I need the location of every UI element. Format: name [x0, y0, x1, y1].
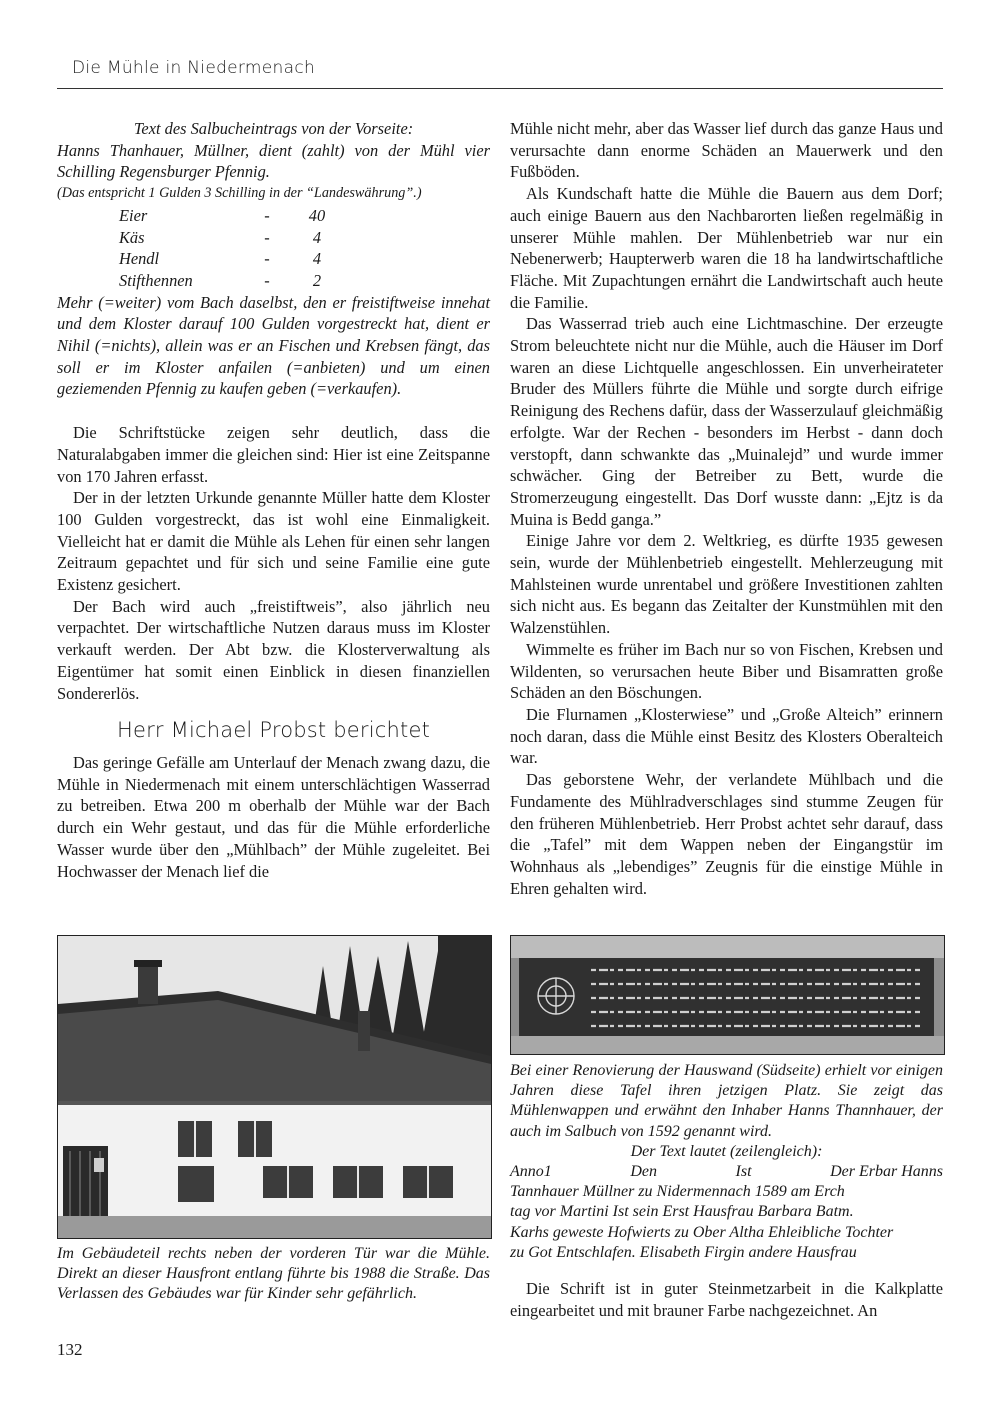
salbuch-line1: Hanns Thanhauer, Müllner, dient (zahlt) von der Mühl vier Schilling Regensburger Pfennig. — [57, 140, 490, 182]
running-header: Die Mühle in Niedermenach — [72, 58, 316, 78]
dues-dash: - — [264, 227, 270, 247]
plaque-photo — [510, 935, 945, 1055]
dues-item: Käs — [119, 227, 145, 247]
paragraph-gap — [57, 400, 490, 422]
right-paragraph-6: Die Flurnamen „Klosterwiese” und „Große Alteich” erinnern noch daran, dass die Mühle einst Besitz des Klosters Oberalteich war. — [510, 704, 943, 768]
left-paragraph-1: Die Schriftstücke zeigen sehr deutlich, dass die Naturalabgaben immer die gleichen sind: Hier ist eine Zeitspanne von 170 Jahren erfasst. — [57, 423, 490, 486]
transcription-line-2: Tannhauer Müllner zu Nidermennach 1589 am Erch — [510, 1183, 845, 1201]
transcription-word: Den — [630, 1163, 657, 1181]
transcription-word: Ist — [735, 1163, 752, 1181]
transcription-line-5: zu Got Entschlafen. Elisabeth Firgin andere Hausfrau — [510, 1243, 857, 1261]
dues-value: 4 — [312, 249, 322, 269]
transcription-line-4: Karhs geweste Hofwierts zu Ober Altha Ehleibliche Tochter — [510, 1223, 894, 1241]
dues-row — [57, 205, 490, 227]
transcription-word: Anno1 — [510, 1163, 552, 1181]
dues-list — [57, 205, 490, 292]
right-paragraph-5: Wimmelte es früher im Bach nur so von Fischen, Krebsen und Wildenten, so verursachen heute Biber und Bisamratten große Schäden an den Böschungen. — [510, 639, 943, 703]
section-heading: Herr Michael Probst berichtet — [116, 718, 431, 743]
right-paragraph-4: Einige Jahre vor dem 2. Weltkrieg, es dürfte 1935 gewesen sein, wurde der Mühlenbetrieb eingestellt. Mehlerzeugung mit Mahlsteinen wurde unrentabel und größere Investitionen zahlten sich nicht aus. Es begann das Zeitalter der Kunstmühlen mit den Walzenstühlen. — [510, 531, 943, 638]
left-column — [57, 118, 490, 882]
house-photo — [57, 935, 492, 1239]
dues-item: Hendl — [119, 249, 160, 269]
dues-row — [57, 248, 490, 270]
dues-row — [57, 227, 490, 249]
left-paragraph-3: Der Bach wird auch „freistiftweis”, also jährlich neu verpachtet. Der wirtschaftliche Nutzen daraus muss im Kloster verkauft werden. Der Abt bzw. die Klosterverwaltung als Eigentümer hat somit einen Einblick in diesen finanziellen Sondererlös. — [57, 596, 490, 703]
dues-dash: - — [264, 249, 270, 269]
dues-dash: - — [264, 270, 270, 290]
right-paragraph-8: Die Schrift ist in guter Steinmetzarbeit in die Kalkplatte eingearbeitet und mit brauner Farbe nachgezeichnet. An — [510, 1279, 943, 1320]
dues-row — [57, 270, 490, 292]
dues-value: 4 — [312, 227, 322, 247]
plaque-illustration — [511, 936, 944, 1054]
right-paragraph-1: Mühle nicht mehr, aber das Wasser lief durch das ganze Haus und verursachte dann enorme Schäden an Mauerwerk und den Fußböden. — [510, 119, 943, 182]
plaque-photo-caption — [510, 1061, 943, 1263]
right-paragraph-3: Das Wasserrad trieb auch eine Lichtmaschine. Der erzeugte Strom beleuchtete nicht nur die Mühle, auch die Häuser im Dorf waren an diese Lichtquelle angeschlossen. Ein unverheirateter Bruder des Müllers führte die Mühle und sorgte durch eifrige Reinigung des Rechens dafür, dass der Wasserzulauf gleichmäßig erfolgte. War der Rechen - besonders im Herbst - dann doch verstopft, dann schwankte das „Muinalejd” und wurde immer schwächer. Ging der Betreiber zu Bett, wurde die Stromerzeugung eingestellt. Das Dorf wusste dann: „Ejtz is da Muina is Bedd ganga.” — [510, 314, 943, 529]
transcription-word: Der Erbar Hanns — [830, 1163, 943, 1181]
left-paragraph-2: Der in der letzten Urkunde genannte Müller hatte dem Kloster 100 Gulden vorgestreckt, das ist wohl eine Einmaligkeit. Vielleicht hat er damit die Mühle als Lehen für einen sehr langen Zeitraum gepachtet und für sich und seine Familie eine gute Existenz gesichert. — [57, 488, 490, 595]
transcription-row-1 — [510, 1162, 943, 1182]
dues-item: Eier — [119, 205, 148, 225]
house-illustration — [58, 936, 491, 1238]
right-column-continued — [510, 1278, 943, 1321]
house-caption-text: Im Gebäudeteil rechts neben der vorderen Tür war die Mühle. Direkt an dieser Hausfront entlang führte bis 1988 die Straße. Das Verlassen des Gebäudes war für Kinder sehr gefährlich. — [57, 1245, 490, 1303]
house-photo-caption — [57, 1244, 490, 1305]
transcription-heading: Der Text lautet (zeilengleich): — [630, 1142, 823, 1160]
right-paragraph-7: Das geborstene Wehr, der verlandete Mühlbach und die Fundamente des Mühlradverschlages sind stumme Zeugen für den früheren Mühlenbetrieb. Herr Probst achtet sehr darauf, dass die „Tafel” mit dem Wappen neben der Eingangstür im Wohnhaus als „lebendiges” Zeugnis für die einstige Mühle in Ehren gehalten wird. — [510, 770, 943, 898]
plaque-caption-text: Bei einer Renovierung der Hauswand (Südseite) erhielt vor einigen Jahren diese Tafel ihren jetzigen Platz. Sie zeigt das Mühlenwappen und erwähnt den Inhaber Hanns Thannhauer, der auch im Salbuch von 1592 genannt wird. — [510, 1062, 943, 1140]
dues-dash: - — [264, 205, 270, 225]
dues-value: 40 — [308, 205, 326, 225]
right-column — [510, 118, 943, 899]
left-paragraph-4: Das geringe Gefälle am Unterlauf der Menach zwang dazu, die Mühle in Niedermenach mit einem unterschlächtigen Wasserrad zu betreiben. Etwa 200 m oberhalb der Mühle war der Bach durch ein Wehr gestaut, und das für die Mühle erforderliche Wasser wurde über den „Mühlbach” der Mühle zugeleitet. Bei Hochwasser der Menach lief die — [57, 752, 490, 881]
page-number: 132 — [57, 1340, 83, 1359]
dues-item: Stifthennen — [119, 270, 193, 290]
salbuch-line2: Mehr (=weiter) vom Bach daselbst, den er freistiftweise innehat und dem Kloster darauf 100 Gulden vorgestreckt hat, dient er Nihil (=nichts), allein was er an Fischen und Krebsen fängt, das soll er im Kloster anfailen (=anbieten) und um einen geziemenden Pfennig zu kaufen geben (=verkaufen). — [57, 292, 490, 399]
transcription-line-3: tag vor Martini Ist sein Erst Hausfrau Barbara Batm. — [510, 1203, 854, 1221]
right-paragraph-2: Als Kundschaft hatte die Mühle die Bauern aus dem Dorf; auch einige Bauern aus den Nachbarorten ließen regelmäßig in unserer Mühle mahlen. Der Mühlenbetrieb war nur ein Nebenerwerb; Haupterwerb waren die 18 ha landwirtschaftliche Fläche. Mit Zupachtungen ernährt die Landwirtschaft auch heute die Familie. — [510, 184, 943, 312]
salbuch-note: (Das entspricht 1 Gulden 3 Schilling in der “Landeswährung”.) — [57, 185, 422, 202]
header-rule — [57, 88, 943, 89]
salbuch-intro: Text des Salbucheintrags von der Vorseite: — [133, 119, 414, 138]
dues-value: 2 — [312, 270, 322, 290]
